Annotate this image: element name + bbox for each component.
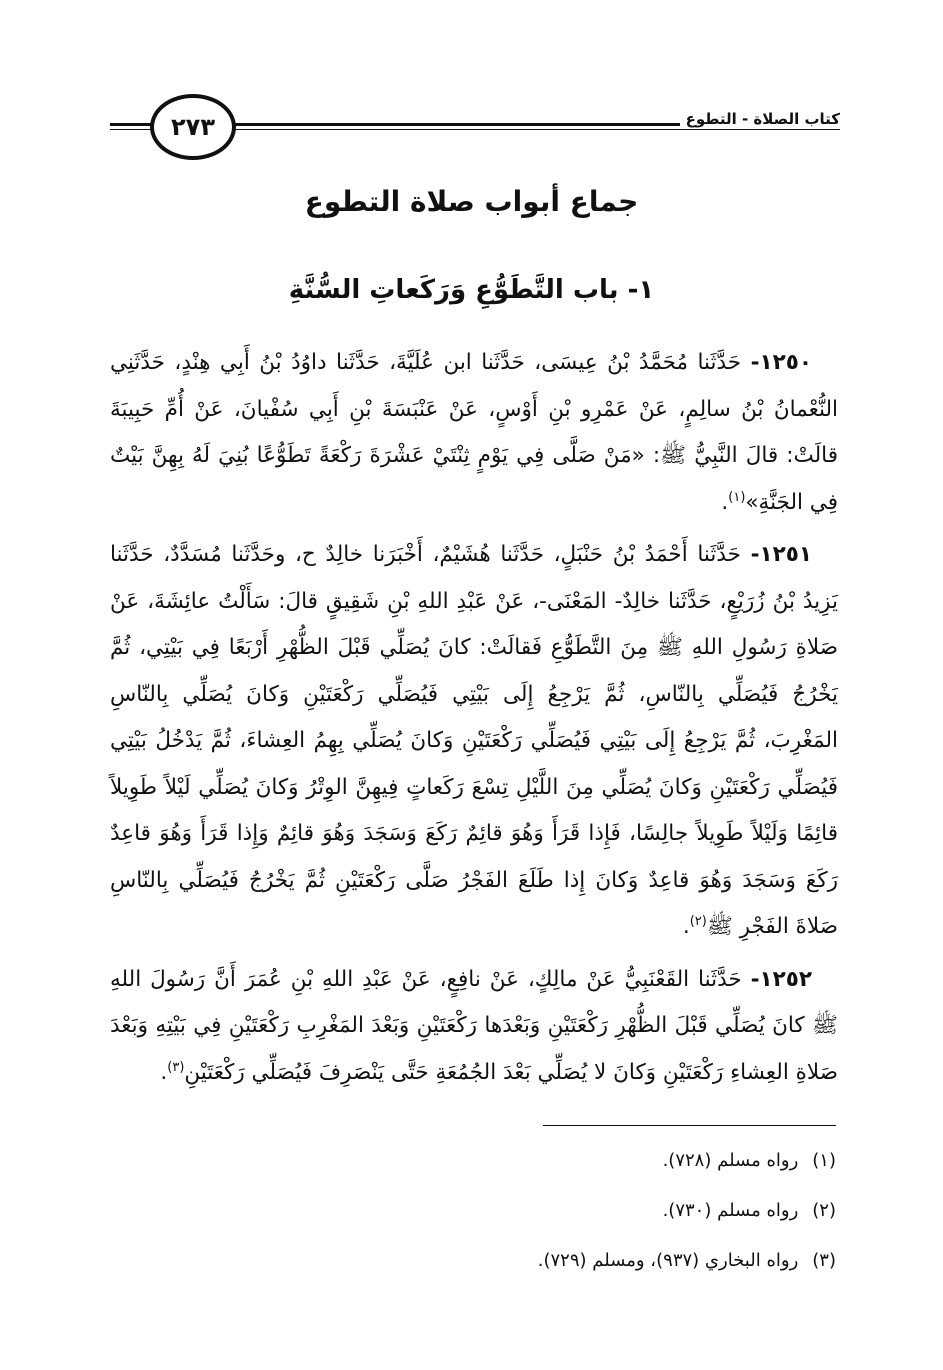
footnote-item	[110, 1140, 836, 1190]
header-rule-left	[110, 123, 154, 126]
header-rule-right-thin	[234, 129, 840, 130]
footnote-text: رواه مسلم (٧٢٨).	[662, 1150, 799, 1171]
footnote-text: رواه البخاري (٩٣٧)، ومسلم (٧٢٩).	[537, 1250, 799, 1271]
hadith-paragraph	[110, 957, 838, 1097]
hadith-number: ١٢٥٠-	[750, 350, 812, 375]
page-header	[110, 90, 840, 160]
footnote-ref: (١)	[728, 489, 746, 505]
hadith-number: ١٢٥١-	[750, 542, 812, 567]
footnote-item	[110, 1240, 836, 1290]
running-title: كتاب الصلاة - التطوع	[680, 110, 840, 128]
footnotes	[110, 1140, 836, 1290]
page-number: ٢٧٣	[150, 94, 236, 160]
chapter-title: ١- باب التَّطَوُّعِ وَرَكَعاتِ السُّنَّةِ	[288, 275, 655, 305]
hadith-end: .	[721, 489, 729, 515]
header-rule-left-thin	[110, 129, 154, 130]
footnote-marker: (٣)	[812, 1250, 836, 1271]
hadith-text: حَدَّثَنا مُحَمَّدُ بْنُ عِيسَى، حَدَّثَنا ابن عُلَيَّةَ، حَدَّثَنا داوُدُ بْنُ أَبِي هِنْدٍ، حَدَّثَنِي النُّعْمانُ بْنُ سالِمٍ، عَنْ عَمْرِو بْنِ أَوْسٍ، عَنْ عَنْبَسَةَ بْنِ أَبِي سُفْيانَ، عَنْ أُمِّ حَبِيبَةَ قالَتْ: قالَ النَّبِيُّ ﷺ: «مَنْ صَلَّى فِي يَوْمٍ ثِنْتَيْ عَشْرَةَ رَكْعَةً تَطَوُّعًا بُنِيَ لَهُ بِهِنَّ بَيْتٌ فِي الجَنَّةِ»	[110, 350, 838, 515]
hadith-text: حَدَّثَنا أَحْمَدُ بْنُ حَنْبَلٍ، حَدَّثَنا هُشَيْمٌ، أَخْبَرَنا خالِدٌ ح، وحَدَّثَنا مُسَدَّدٌ، حَدَّثَنا يَزِيدُ بْنُ زُرَيْعٍ، حَدَّثَنا خالِدٌ- المَعْنَى-، عَنْ عَبْدِ اللهِ بْنِ شَقِيقٍ قالَ: سَأَلْتُ عائِشَةَ، عَنْ صَلاةِ رَسُولِ اللهِ ﷺ مِنَ التَّطَوُّعِ فَقالَتْ: كانَ يُصَلِّي قَبْلَ الظُّهْرِ أَرْبَعًا فِي بَيْتِي، ثُمَّ يَخْرُجُ فَيُصَلِّي بِالنّاسِ، ثُمَّ يَرْجِعُ إِلَى بَيْتِي فَيُصَلِّي رَكْعَتَيْنِ وَكانَ يُصَلِّي بِالنّاسِ المَغْرِبَ، ثُمَّ يَرْجِعُ إِلَى بَيْتِي فَيُصَلِّي رَكْعَتَيْنِ وَكانَ يُصَلِّي بِهِمُ العِشاءَ، ثُمَّ يَدْخُلُ بَيْتِي فَيُصَلِّي رَكْعَتَيْنِ وَكانَ يُصَلِّي مِنَ اللَّيْلِ تِسْعَ رَكَعاتٍ فِيهِنَّ الوِتْرُ وَكانَ يُصَلِّي لَيْلاً طَوِيلاً قائِمًا وَلَيْلاً طَوِيلاً جالِسًا، فَإِذا قَرَأَ وَهُوَ قائِمٌ رَكَعَ وَسَجَدَ وَهُوَ قائِمٌ وَإِذا قَرَأَ وَهُوَ قاعِدٌ رَكَعَ وَسَجَدَ وَهُوَ قاعِدٌ وَكانَ إِذا طَلَعَ الفَجْرُ صَلَّى رَكْعَتَيْنِ ثُمَّ يَخْرُجُ فَيُصَلِّي بِالنّاسِ صَلاةَ الفَجْرِ ﷺ	[110, 542, 838, 939]
footnote-divider	[543, 1125, 836, 1126]
body-text	[110, 340, 838, 1102]
footnote-text: رواه مسلم (٧٣٠).	[662, 1200, 799, 1221]
footnote-ref: (٢)	[689, 913, 707, 929]
footnote-item	[110, 1190, 836, 1240]
hadith-number: ١٢٥٢-	[750, 966, 812, 992]
footnote-ref: (٣)	[167, 1059, 185, 1075]
footnote-marker: (١)	[812, 1150, 836, 1171]
hadith-paragraph	[110, 340, 838, 526]
hadith-end: .	[682, 914, 690, 939]
hadith-end: .	[160, 1059, 168, 1085]
hadith-paragraph	[110, 532, 838, 951]
main-title: جماع أبواب صلاة التطوع	[304, 185, 639, 218]
footnote-marker: (٢)	[812, 1200, 836, 1221]
hadith-text: حَدَّثَنا القَعْنَبِيُّ عَنْ مالِكٍ، عَنْ نافِعٍ، عَنْ عَبْدِ اللهِ بْنِ عُمَرَ أَنَّ رَسُولَ اللهِ ﷺ كانَ يُصَلِّي قَبْلَ الظُّهْرِ رَكْعَتَيْنِ وَبَعْدَها رَكْعَتَيْنِ وَبَعْدَ المَغْرِبِ رَكْعَتَيْنِ فِي بَيْتِهِ وَبَعْدَ صَلاةِ العِشاءِ رَكْعَتَيْنِ وَكانَ لا يُصَلِّي بَعْدَ الجُمُعَةِ حَتَّى يَنْصَرِفَ فَيُصَلِّي رَكْعَتَيْنِ	[110, 966, 838, 1085]
